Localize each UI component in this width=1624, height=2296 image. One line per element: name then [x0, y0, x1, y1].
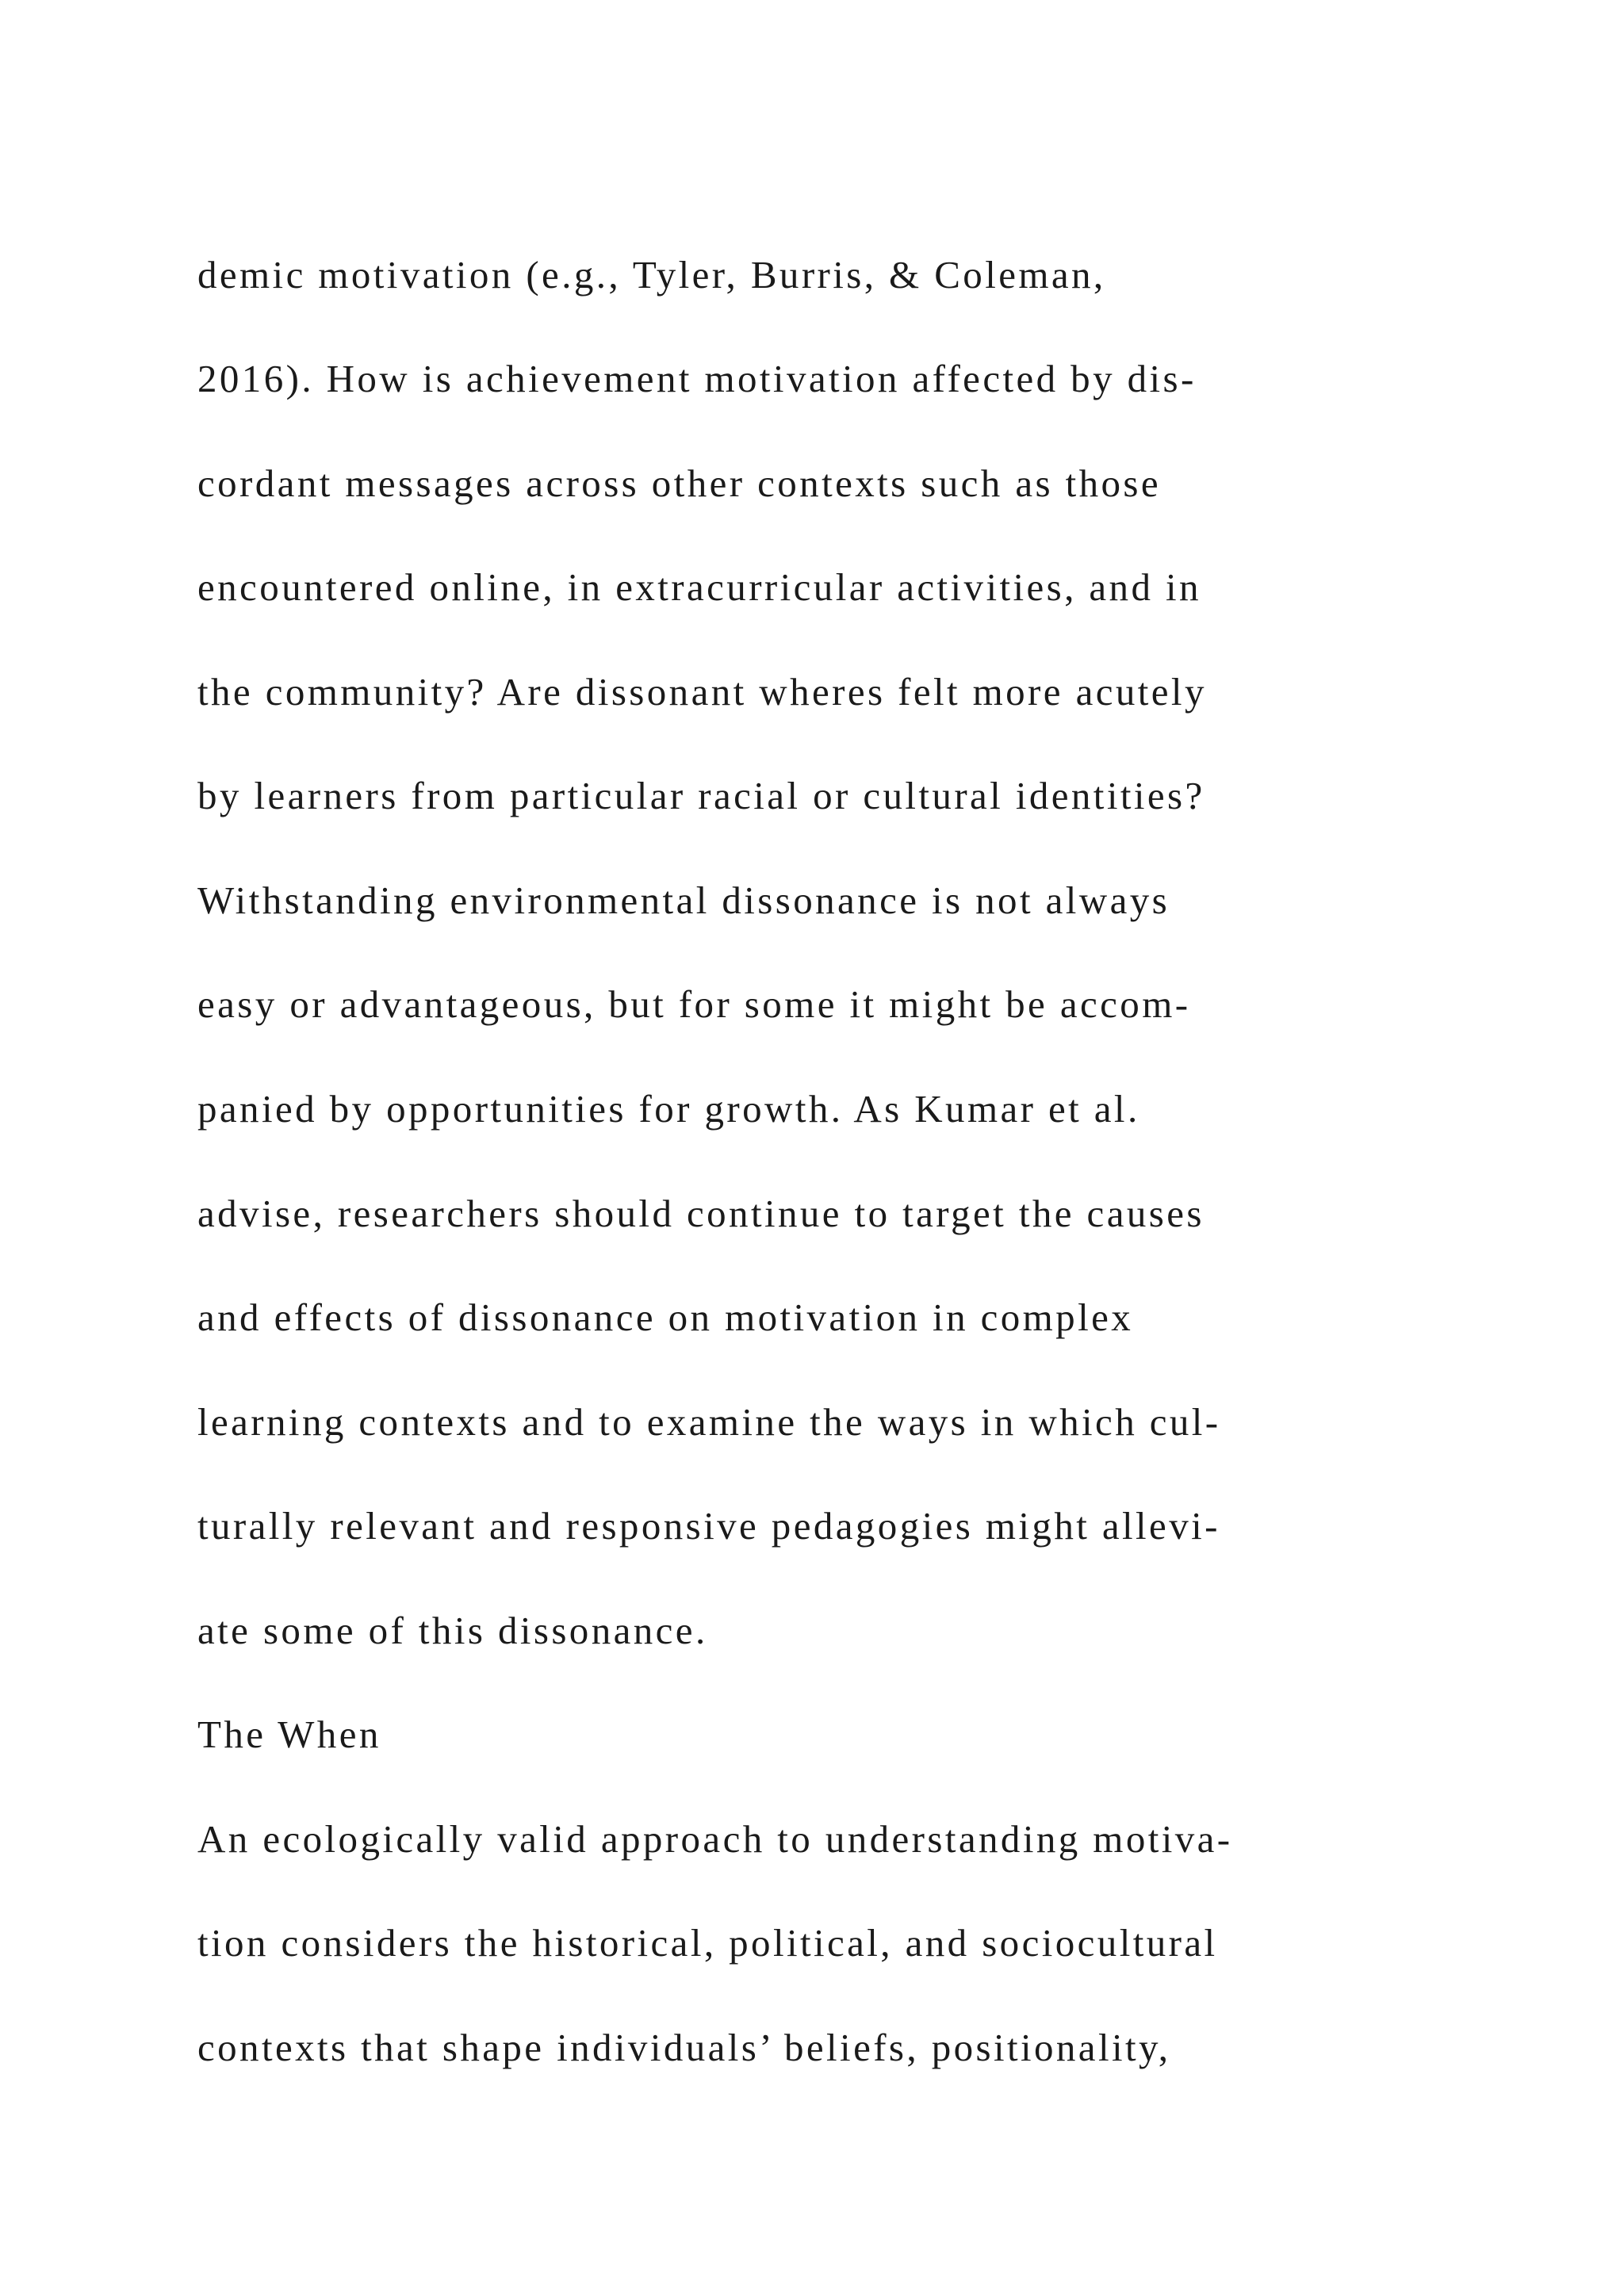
body-text-line: 2016). How is achievement motivation affected by dis-	[197, 357, 1197, 400]
body-text-line: tion considers the historical, political, and sociocultural	[197, 1921, 1218, 1965]
body-text-line: contexts that shape individuals’ beliefs, positionality,	[197, 2026, 1171, 2069]
body-text-line: and effects of dissonance on motivation in complex	[197, 1295, 1134, 1339]
body-text-line: ate some of this dissonance.	[197, 1609, 708, 1652]
body-text-line: learning contexts and to examine the ways in which cul-	[197, 1400, 1221, 1444]
body-text-line: easy or advantageous, but for some it might be accom-	[197, 982, 1191, 1026]
body-text-line: cordant messages across other contexts such as those	[197, 461, 1162, 505]
body-text-line: the community? Are dissonant wheres felt more acutely	[197, 670, 1207, 714]
body-text-line: by learners from particular racial or cultural identities?	[197, 774, 1205, 817]
body-text-line: An ecologically valid approach to understanding motiva-	[197, 1817, 1233, 1861]
body-text-line: turally relevant and responsive pedagogies might allevi-	[197, 1504, 1220, 1548]
section-heading: The When	[197, 1712, 381, 1756]
body-text-line: Withstanding environmental dissonance is not always	[197, 878, 1170, 922]
body-text-line: demic motivation (e.g., Tyler, Burris, & Coleman,	[197, 253, 1106, 297]
body-text-line: encountered online, in extracurricular activities, and in	[197, 565, 1201, 609]
body-text-line: panied by opportunities for growth. As Kumar et al.	[197, 1087, 1140, 1131]
body-text-line: advise, researchers should continue to target the causes	[197, 1192, 1205, 1235]
